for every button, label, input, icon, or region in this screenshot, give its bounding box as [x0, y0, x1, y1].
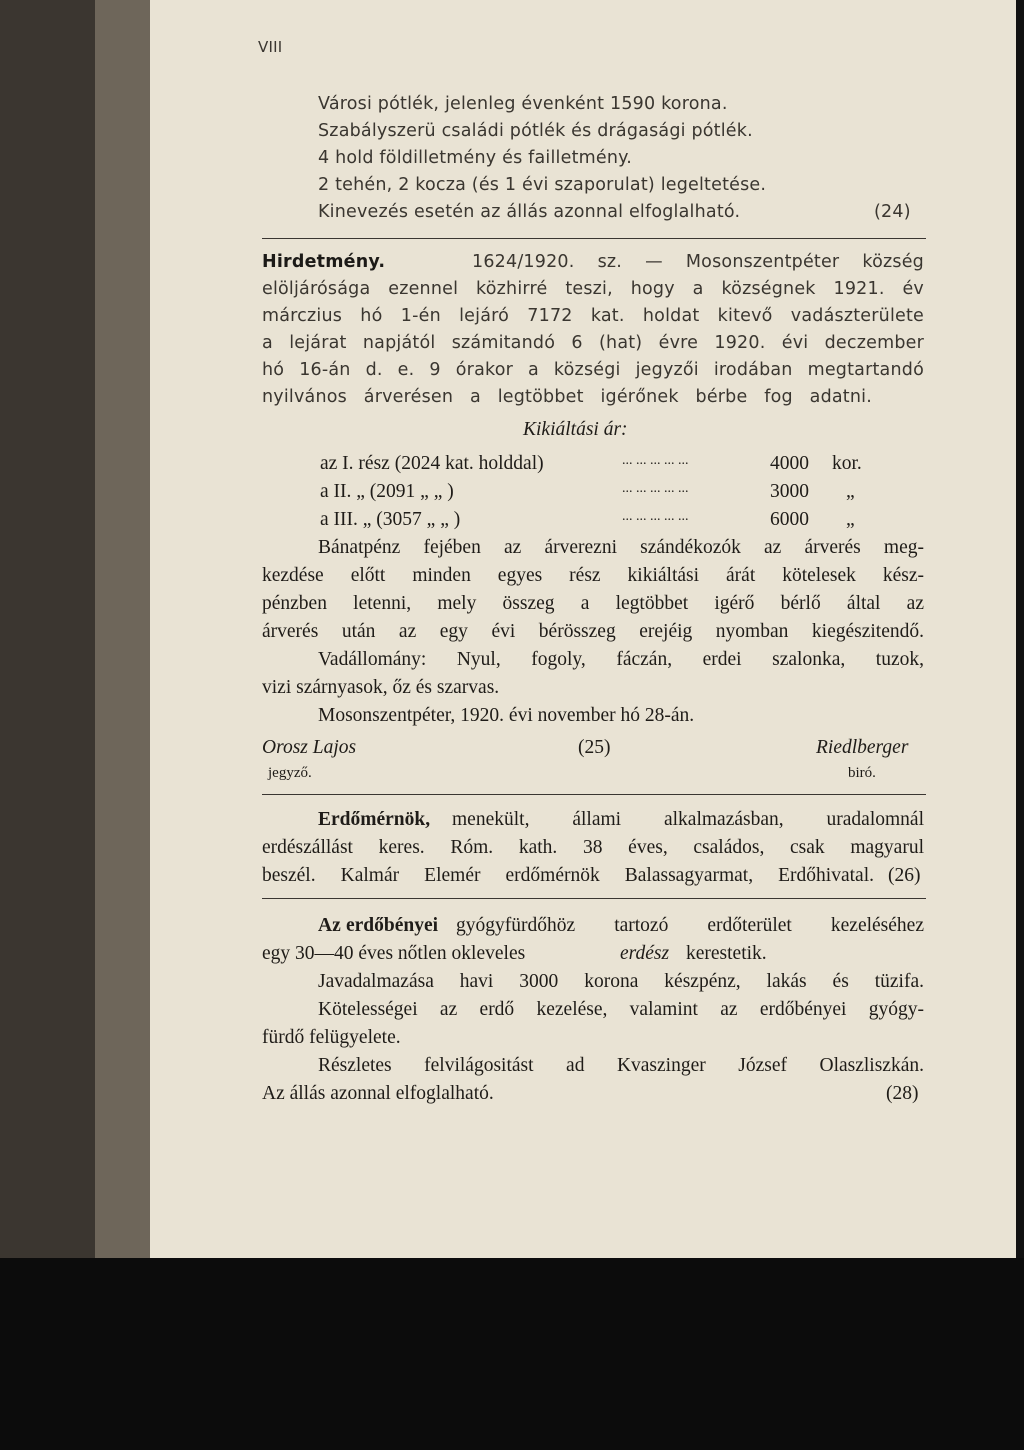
ad25-game-line	[318, 650, 924, 670]
ad25-place-date: Mosonszentpéter, 1920. évi november hó 28-án.	[318, 705, 695, 726]
binding-edge-inner	[95, 0, 150, 1258]
ad28-line2-post: kerestetik.	[686, 943, 767, 964]
ad28-line	[318, 972, 924, 992]
ad25-deposit-text: kezdése előtt minden egyes rész kikiáltási árát kötelesek kész-	[262, 565, 924, 586]
ad25-deposit-line	[262, 594, 924, 614]
ad26-heading: Erdőmérnök,	[318, 809, 431, 830]
ad24-line: Városi pótlék, jelenleg évenként 1590 korona.	[318, 94, 728, 114]
price-heading: Kikiáltási ár:	[523, 419, 628, 440]
ad25-line-text: nyilvános árverésen a legtöbbet igérőnek bérbe fog adatni.	[262, 387, 872, 407]
price-row-part: a II. „ (2091 „ „ )	[320, 481, 454, 502]
ad24-line: Szabályszerü családi pótlék és drágasági pótlék.	[318, 121, 753, 141]
ad25-line-text: a lejárat napjától számitandó 6 (hat) évre 1920. évi deczember	[262, 333, 924, 353]
separator-rule	[262, 238, 926, 239]
scan-background	[0, 1258, 1024, 1450]
ad28-line-text: Részletes felvilágositást ad Kvaszinger József Olaszliszkán.	[318, 1055, 924, 1076]
ad28-line2-ital: erdész	[620, 943, 670, 964]
ad28-line	[318, 1056, 924, 1076]
price-row-amount: 3000	[770, 481, 809, 502]
signer-left-title: jegyző.	[268, 765, 312, 781]
ad25-line-text: márczius hó 1-én lejáró 7172 kat. holdat kitevő vadászterülete	[262, 306, 924, 326]
ad28-line	[318, 1000, 924, 1020]
ad28-line-text: gyógyfürdőhöz tartozó erdőterület kezeléséhez	[456, 915, 924, 936]
ad25-line	[262, 308, 924, 326]
ad25-deposit-line	[318, 538, 924, 558]
ad25-line	[262, 281, 924, 299]
ad24-line: 4 hold földilletmény és failletmény.	[318, 148, 632, 168]
price-row-dots: ... ... ... ... ...	[622, 509, 689, 524]
ad24-number: (24)	[874, 202, 911, 222]
price-row-part: az I. rész (2024 kat. holddal)	[320, 453, 544, 474]
ad26-line	[262, 866, 874, 886]
ad25-deposit-text: árverés után az egy évi bérösszeg erejéig nyomban kiegészitendő.	[262, 621, 924, 642]
ad25-line	[472, 254, 924, 272]
binding-edge	[0, 0, 150, 1258]
ad26-line-text: erdészállást keres. Róm. kath. 38 éves, családos, csak magyarul	[262, 837, 924, 858]
price-row-part: a III. „ (3057 „ „ )	[320, 509, 461, 530]
ad25-deposit-line	[262, 622, 924, 642]
signer-right-title: biró.	[848, 765, 876, 781]
ad28-line	[456, 916, 924, 936]
signer-right-name: Riedlberger	[816, 737, 909, 758]
price-row-dots: ... ... ... ... ...	[622, 481, 689, 496]
ad26-line-text: menekült, állami alkalmazásban, uradalomnál	[452, 809, 924, 830]
ad25-game-line: vizi szárnyasok, őz és szarvas.	[262, 677, 500, 698]
ad25-number: (25)	[578, 737, 611, 758]
ad28-heading-pre: Az	[318, 915, 341, 936]
ad28-line-text: Javadalmazása havi 3000 korona készpénz, lakás és tüzifa.	[318, 971, 924, 992]
ad25-line	[262, 389, 872, 407]
ad25-game-text: Vadállomány: Nyul, fogoly, fáczán, erdei szalonka, tuzok,	[318, 649, 924, 670]
ad25-line-text: hó 16-án d. e. 9 órakor a községi jegyzői irodában megtartandó	[262, 360, 924, 380]
ad26-line	[452, 810, 924, 830]
ad25-line	[262, 362, 924, 380]
ad28-number: (28)	[886, 1083, 919, 1104]
ad24-line: 2 tehén, 2 kocza (és 1 évi szaporulat) legeltetése.	[318, 175, 767, 195]
ad25-deposit-text: pénzben letenni, mely összeg a legtöbbet igérő bérlő által az	[262, 593, 924, 614]
ad28-heading: erdőbényei	[346, 915, 439, 936]
ad25-deposit-line	[262, 566, 924, 586]
price-row-unit: kor.	[832, 453, 862, 474]
price-row-amount: 6000	[770, 509, 809, 530]
ad25-heading: Hirdetmény.	[262, 252, 386, 272]
ad28-line-text: Kötelességei az erdő kezelése, valamint az erdőbényei gyógy-	[318, 999, 924, 1020]
price-row-unit: „	[846, 481, 855, 502]
price-row-unit: „	[846, 509, 855, 530]
ad25-line	[262, 335, 924, 353]
ad28-line: Az állás azonnal elfoglalható.	[262, 1083, 494, 1104]
ad28-line: fürdő felügyelete.	[262, 1027, 401, 1048]
ad25-line-text: elöljárósága ezennel közhirré teszi, hogy a községnek 1921. év	[262, 279, 924, 299]
ad28-line2-pre: egy 30—40 éves nőtlen okleveles	[262, 943, 526, 964]
ad26-line-text: beszél. Kalmár Elemér erdőmérnök Balassagyarmat, Erdőhivatal.	[262, 865, 874, 886]
ad25-line-text: 1624/1920. sz. — Mosonszentpéter község	[472, 252, 924, 272]
page-number: VIII	[258, 38, 283, 56]
separator-rule	[262, 898, 926, 899]
signer-left-name: Orosz Lajos	[262, 737, 357, 758]
ad26-number: (26)	[888, 865, 921, 886]
ad25-deposit-text: Bánatpénz fejében az árverezni szándékozók az árverés meg-	[318, 537, 924, 558]
ad24-line: Kinevezés esetén az állás azonnal elfoglalható.	[318, 202, 741, 222]
price-row-amount: 4000	[770, 453, 809, 474]
separator-rule	[262, 794, 926, 795]
price-row-dots: ... ... ... ... ...	[622, 453, 689, 468]
ad26-line	[262, 838, 924, 858]
